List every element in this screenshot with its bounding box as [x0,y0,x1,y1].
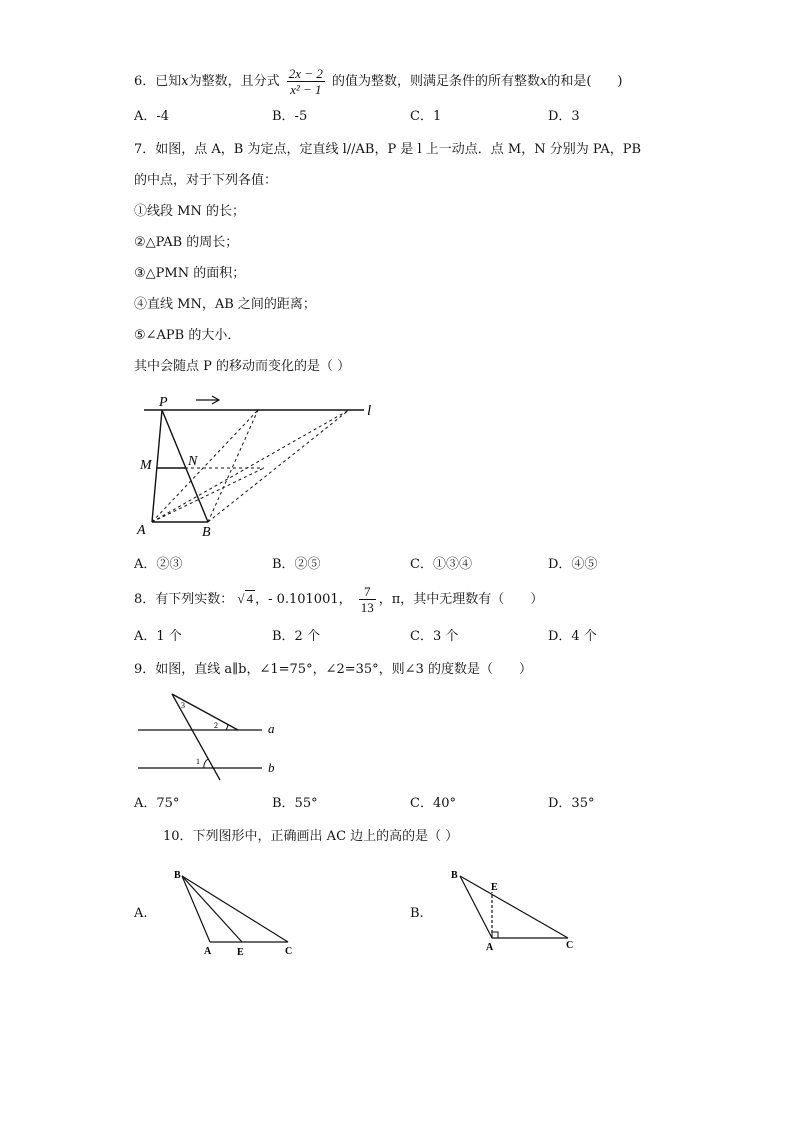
q10-option-a-label: A. [134,906,148,921]
q9-option-d: D．35° [548,796,595,811]
q7-label-P: P [159,395,168,410]
q7-item-4: ④直线 MN，AB 之间的距离； [134,297,316,312]
q10-figure-b [448,864,588,960]
q9-option-b: B．55° [272,796,318,811]
q7-item-5: ⑤∠APB 的大小． [134,328,241,343]
q8-option-a: A．1 个 [134,629,182,644]
q9-figure [134,688,294,784]
q8-fraction: $\frac{7}{13}$ [360,584,374,615]
q9-label-angle1: 1 [196,757,200,766]
q10b-label-E: E [491,882,498,893]
q10-option-b-label: B. [410,906,424,921]
q8-stem: 8．有下列实数： √ 4 ，- 0.101001， $\frac{7}{13}$ ，π，其中无理数有（ ） [134,584,544,615]
q7-label-N: N [188,454,198,469]
q7-item-3: ③△PMN 的面积； [134,266,246,281]
q7-item-2: ②△PAB 的周长； [134,235,239,250]
q7-segment-PB [162,410,208,522]
q7-option-c: C．①③④ [410,557,472,572]
q8-sqrt: √ 4 [237,591,254,606]
q10b-label-B: B [451,870,458,881]
q6-option-a: A．-4 [134,109,170,124]
q10a-label-E: E [237,947,244,958]
q7-segment-PA [152,410,162,522]
q8-option-b: B．2 个 [272,629,320,644]
q9-label-angle3: 3 [181,701,185,710]
q10b-label-A: A [486,942,494,953]
q9-label-b: b [268,760,275,775]
q9-label-angle2: 2 [214,721,218,730]
q10-stem: 10．下列图形中，正确画出 AC 边上的高的是（ ） [163,829,459,844]
q7-option-d: D．④⑤ [548,557,598,572]
q7-option-a: A．②③ [134,557,183,572]
q7-option-b: B．②⑤ [272,557,321,572]
q6-option-d: D．3 [548,109,580,124]
q7-label-A: A [137,523,146,538]
q6-stem: 6．已知x为整数，且分式 $\frac{2x - 2}{\text{x² − 1}}$ 的值为整数，则满足条件的所有整数x的和是( ) [134,66,623,97]
q7-line1: 7．如图，点 A，B 为定点，定直线 l//AB，P 是 l 上一动点．点 M，N 分别为 PA，PB [134,142,642,157]
q7-label-B: B [202,525,211,540]
q9-label-a: a [268,721,275,736]
q9-option-c: C．40° [410,796,456,811]
q7-label-l: l [367,403,372,419]
q9-option-a: A．75° [134,796,180,811]
q8-option-c: C．3 个 [410,629,459,644]
q7-question: 其中会随点 P 的移动而变化的是（ ） [134,359,351,374]
q7-line2: 的中点，对于下列各值： [134,173,278,188]
q6-option-c: C．1 [410,109,442,124]
q10a-label-C: C [285,946,293,957]
q10a-label-A: A [204,946,212,957]
q10a-label-B: B [174,870,181,881]
q6-fraction: $\frac{2x - 2}{\text{x² − 1}}$ [288,66,323,97]
q10b-label-C: C [566,940,574,951]
q9-stem: 9．如图，直线 a∥b，∠1=75°，∠2=35°，则∠3 的度数是（ ） [134,662,532,677]
q7-item-1: ①线段 MN 的长； [134,204,245,219]
q7-figure [134,390,384,540]
q8-option-d: D．4 个 [548,629,597,644]
q7-label-M: M [140,458,152,473]
q10-figure-a [170,866,310,962]
q6-option-b: B．-5 [272,109,308,124]
